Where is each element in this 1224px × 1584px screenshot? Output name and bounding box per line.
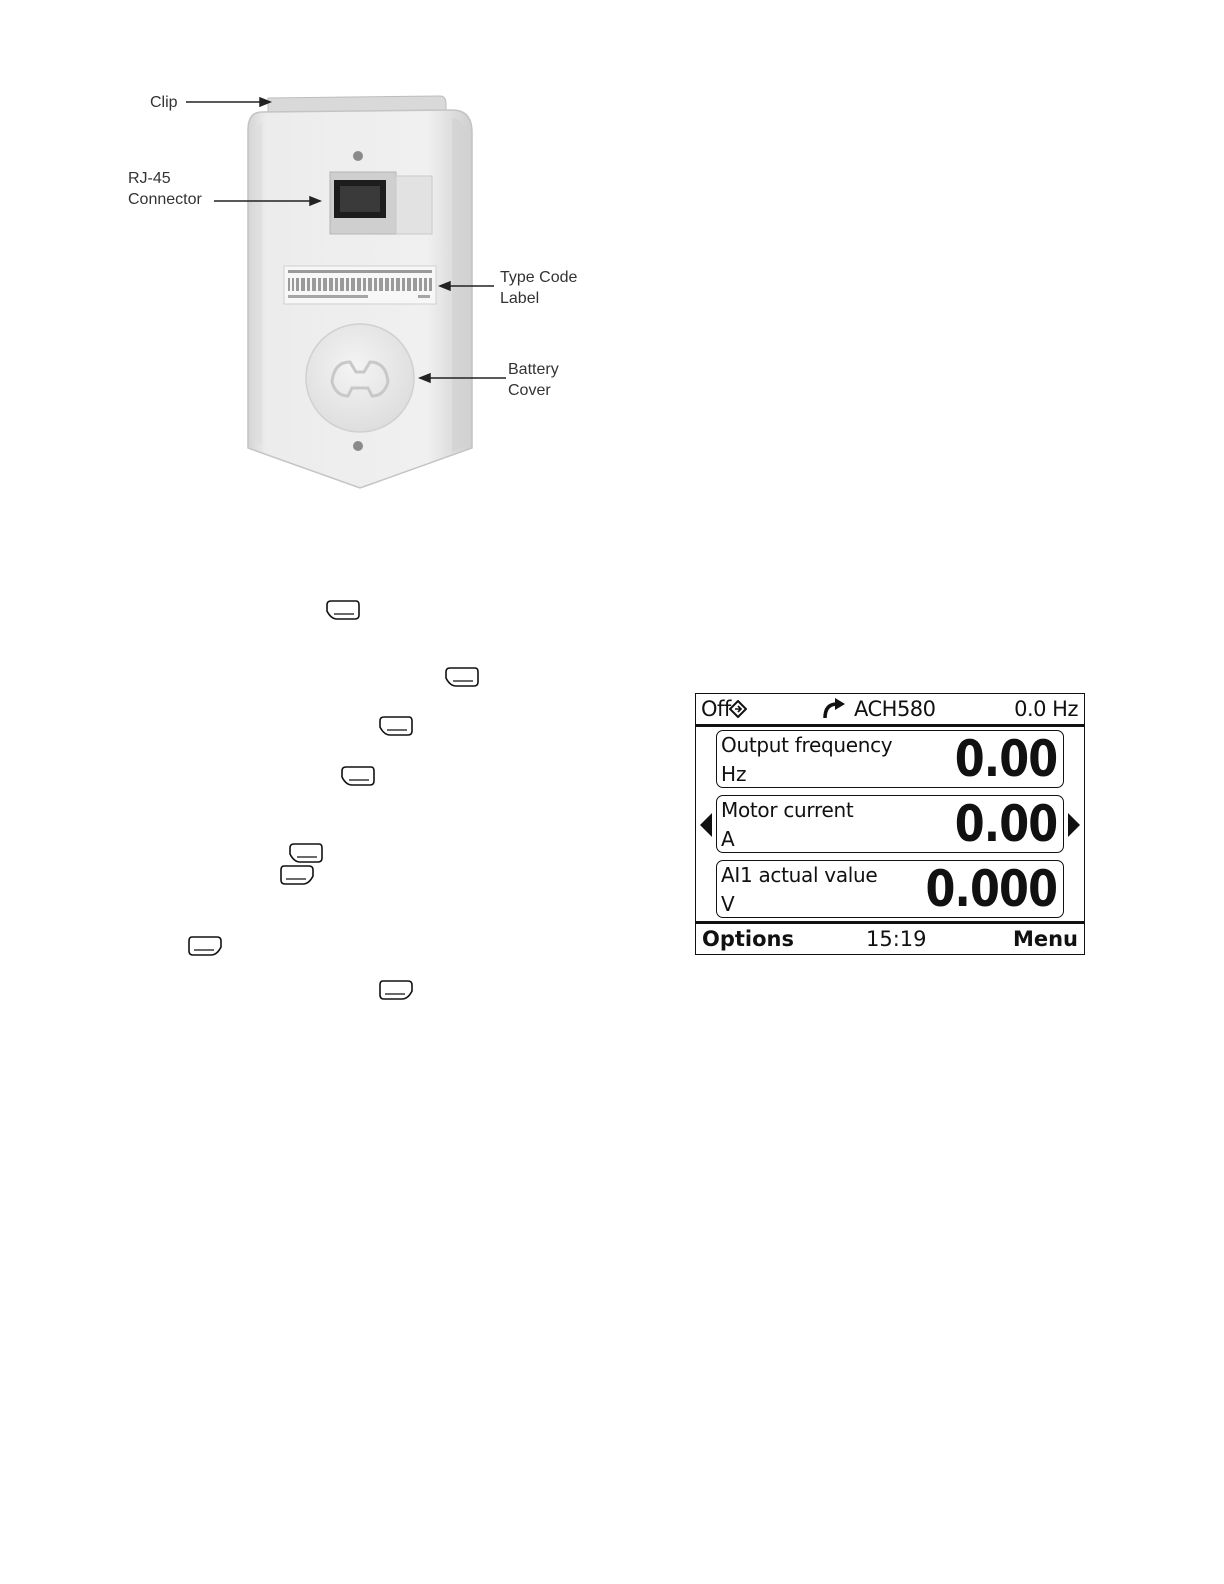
signal-value: 0.00 <box>954 795 1057 853</box>
next-page-arrow-icon[interactable] <box>1067 812 1081 838</box>
signal-name: AI1 actual value <box>721 863 878 887</box>
screw-hole-top-icon <box>353 151 363 161</box>
callout-battery-line2: Cover <box>508 382 551 399</box>
display-row-motor-current <box>716 795 1064 853</box>
signal-value: 0.000 <box>925 860 1057 918</box>
battery-cover-illustration <box>306 324 414 432</box>
left-softkey-icon <box>325 599 361 621</box>
signal-unit: Hz <box>721 762 747 786</box>
signal-value: 0.00 <box>954 730 1057 788</box>
callout-clip <box>150 92 178 113</box>
callout-type-code-line1: Type Code <box>500 269 578 286</box>
menu-softkey-label[interactable]: Menu <box>1012 927 1078 951</box>
previous-page-arrow-icon[interactable] <box>699 812 713 838</box>
signal-unit: A <box>721 827 735 851</box>
callout-rj45-connector <box>128 168 202 210</box>
signal-name: Motor current <box>721 798 854 822</box>
reference-value-text: 0.0 Hz <box>1014 697 1078 721</box>
options-softkey-label[interactable]: Options <box>702 927 794 951</box>
type-code-label-illustration <box>284 266 436 304</box>
drive-status-text: Off <box>701 697 731 721</box>
right-softkey-icon <box>279 864 315 886</box>
left-softkey-icon <box>378 715 414 737</box>
callout-battery-line1: Battery <box>508 361 559 378</box>
callout-type-code-label <box>500 267 577 309</box>
display-softkey-bar <box>696 921 1084 954</box>
left-softkey-icon <box>340 765 376 787</box>
callout-rj45-line2: Connector <box>128 191 202 208</box>
callout-battery-cover <box>508 359 559 401</box>
left-softkey-icon <box>444 666 480 688</box>
screw-hole-bottom-icon <box>353 441 363 451</box>
signal-unit: V <box>721 892 735 916</box>
display-status-bar <box>696 694 1084 727</box>
signal-name: Output frequency <box>721 733 893 757</box>
remote-control-diamond-icon <box>729 700 747 718</box>
callout-rj45-line1: RJ-45 <box>128 170 171 187</box>
rj45-connector-illustration <box>330 172 432 234</box>
drive-name-text: ACH580 <box>854 697 936 721</box>
control-panel-rear-illustration <box>0 0 640 520</box>
display-row-ai1-actual-value <box>716 860 1064 918</box>
display-row-output-frequency <box>716 730 1064 788</box>
callout-type-code-line2: Label <box>500 290 540 307</box>
control-panel-rear-figure <box>0 0 640 520</box>
right-softkey-icon <box>378 979 414 1001</box>
clock-text: 15:19 <box>866 927 927 951</box>
forward-rotation-icon <box>821 698 847 720</box>
left-softkey-icon <box>288 842 324 864</box>
control-panel-display <box>695 693 1085 955</box>
right-softkey-icon <box>187 935 223 957</box>
callout-clip-text: Clip <box>150 94 178 111</box>
